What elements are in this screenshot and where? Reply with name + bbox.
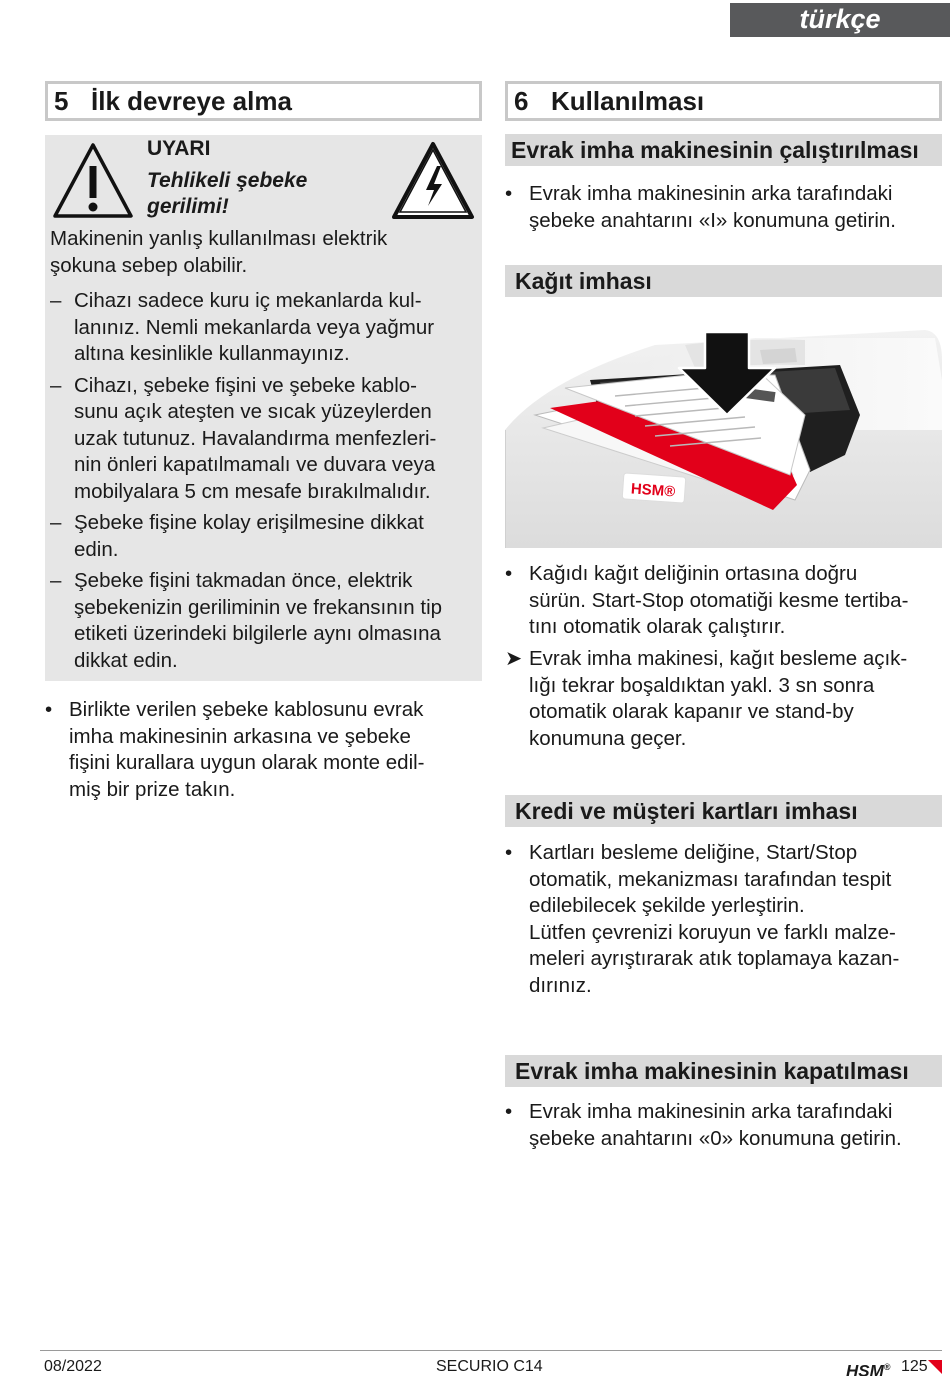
footer-brand-mark: ® bbox=[883, 1362, 891, 1372]
footer-brand: HSM bbox=[846, 1361, 884, 1376]
warning-box bbox=[45, 135, 482, 681]
line: – Şebeke fişini takmadan önce, elektrik bbox=[74, 569, 413, 592]
list-item bbox=[50, 510, 478, 563]
list-item bbox=[50, 568, 478, 674]
section-6-number: 6 bbox=[514, 86, 529, 116]
line: meleri ayrıştırarak atık toplamaya kazan- bbox=[529, 947, 900, 970]
line: dırınız. bbox=[529, 973, 592, 997]
line: etiketi üzerindeki bilgilerle aynı olmasına bbox=[74, 622, 441, 645]
switch-off-instruction bbox=[505, 1099, 942, 1152]
line: mobilyalara 5 cm mesafe bırakılmalıdır. bbox=[74, 479, 431, 503]
section-5-number: 5 bbox=[54, 86, 69, 116]
line: şebeke anahtarını «I» konumuna getirin. bbox=[529, 208, 896, 232]
page-corner-icon bbox=[928, 1360, 942, 1374]
section-5-title: İlk devreye alma bbox=[91, 86, 292, 116]
switch-on-instruction bbox=[505, 181, 942, 234]
line: otomatik olarak kapanır ve stand-by bbox=[529, 700, 854, 723]
line: altına kesinlikle kullanmayınız. bbox=[74, 342, 350, 365]
line: – Cihazı, şebeke fişini ve şebeke kablo- bbox=[74, 373, 417, 397]
line: – Şebeke fişine kolay erişilmesine dikkat bbox=[74, 511, 424, 534]
hsm-logo-label: HSM® bbox=[630, 480, 676, 501]
feed-paper-instruction bbox=[505, 561, 942, 641]
connect-cable-instruction bbox=[45, 697, 482, 803]
auto-off-result bbox=[505, 646, 942, 752]
list-item bbox=[50, 373, 478, 506]
bullet-marker: • bbox=[505, 182, 513, 205]
line: dikkat edin. bbox=[74, 648, 178, 672]
line: nin önleri kapatılmamalı ve duvara veya bbox=[74, 453, 436, 476]
line: Lütfen çevrenizi koruyun ve farklı malze- bbox=[529, 920, 896, 944]
bullet-marker: • bbox=[505, 1100, 513, 1123]
line: lığı tekrar boşaldıktan yakl. 3 sn sonra bbox=[529, 673, 875, 697]
line: fişini kurallara uygun olarak monte edil- bbox=[69, 751, 425, 774]
line: Evrak imha makinesinin arka tarafındaki bbox=[529, 182, 893, 205]
bullet-marker: • bbox=[505, 562, 513, 585]
bullet-marker: • bbox=[45, 698, 53, 721]
warning-text bbox=[50, 226, 470, 279]
footer-model: SECURIO C14 bbox=[436, 1358, 543, 1375]
line: imha makinesinin arkasına ve şebeke bbox=[69, 724, 411, 748]
result-arrow-icon: ➤ bbox=[505, 647, 523, 670]
line: Kartları besleme deliğine, Start/Stop bbox=[529, 841, 858, 864]
line: otomatik, mekanizması tarafından tespit bbox=[529, 867, 892, 891]
line: şebeke anahtarını «0» konumuna getirin. bbox=[529, 1126, 902, 1150]
footer-date: 08/2022 bbox=[44, 1358, 102, 1375]
warning-subtitle-line: Tehlikeli şebeke bbox=[147, 169, 308, 192]
switch-on-heading: Evrak imha makinesinin çalıştırılması bbox=[505, 134, 942, 166]
warning-title: UYARI bbox=[147, 137, 211, 160]
line: – Cihazı sadece kuru iç mekanlarda kul- bbox=[74, 289, 422, 312]
section-6-heading bbox=[505, 81, 942, 121]
language-tab: türkçe bbox=[730, 3, 950, 37]
bullet-marker: • bbox=[505, 841, 513, 864]
line: Evrak imha makinesinin arka tarafındaki bbox=[529, 1100, 893, 1123]
line: miş bir prize takın. bbox=[69, 777, 236, 801]
card-shredding-heading: Kredi ve müşteri kartları imhası bbox=[505, 795, 942, 827]
warning-subtitle-line: gerilimi! bbox=[147, 195, 229, 218]
line: şebekenizin geriliminin ve frekansının tip bbox=[74, 595, 443, 619]
card-shredding-instruction bbox=[505, 840, 942, 999]
warning-subtitle bbox=[147, 168, 307, 220]
switch-off-heading: Evrak imha makinesinin kapatılması bbox=[505, 1055, 942, 1087]
footer-divider bbox=[40, 1350, 942, 1351]
section-6-title: Kullanılması bbox=[551, 86, 705, 116]
shredder-illustration bbox=[505, 320, 942, 548]
line: sürün. Start-Stop otomatiği kesme tertiba- bbox=[529, 588, 909, 612]
line: Birlikte verilen şebeke kablosunu evrak bbox=[69, 698, 424, 721]
warning-triangle-icon bbox=[50, 140, 136, 220]
warning-text-line: şokuna sebep olabilir. bbox=[50, 253, 248, 277]
line: Kağıdı kağıt deliğinin ortasına doğru bbox=[529, 562, 858, 585]
section-5-heading bbox=[45, 81, 482, 121]
warning-list bbox=[50, 288, 478, 679]
paper-shredding-heading: Kağıt imhası bbox=[505, 265, 942, 297]
line: Evrak imha makinesi, kağıt besleme açık- bbox=[529, 647, 908, 670]
line: edilebilecek şekilde yerleştirin. bbox=[529, 894, 805, 917]
high-voltage-icon bbox=[390, 140, 476, 220]
footer-brand-logo bbox=[846, 1357, 890, 1376]
line: konumuna geçer. bbox=[529, 726, 687, 750]
line: edin. bbox=[74, 537, 119, 561]
line: sunu açık ateşten ve sıcak yüzeylerden bbox=[74, 400, 432, 423]
line: uzak tutunuz. Havalandırma menfezleri- bbox=[74, 426, 437, 450]
footer-page-number: 125 bbox=[901, 1358, 928, 1375]
line: lanınız. Nemli mekanlarda veya yağmur bbox=[74, 315, 435, 339]
line: tını otomatik olarak çalıştırır. bbox=[529, 615, 786, 638]
warning-text-line: Makinenin yanlış kullanılması elektrik bbox=[50, 227, 388, 250]
shredder-image bbox=[505, 320, 942, 548]
list-item bbox=[50, 288, 478, 368]
